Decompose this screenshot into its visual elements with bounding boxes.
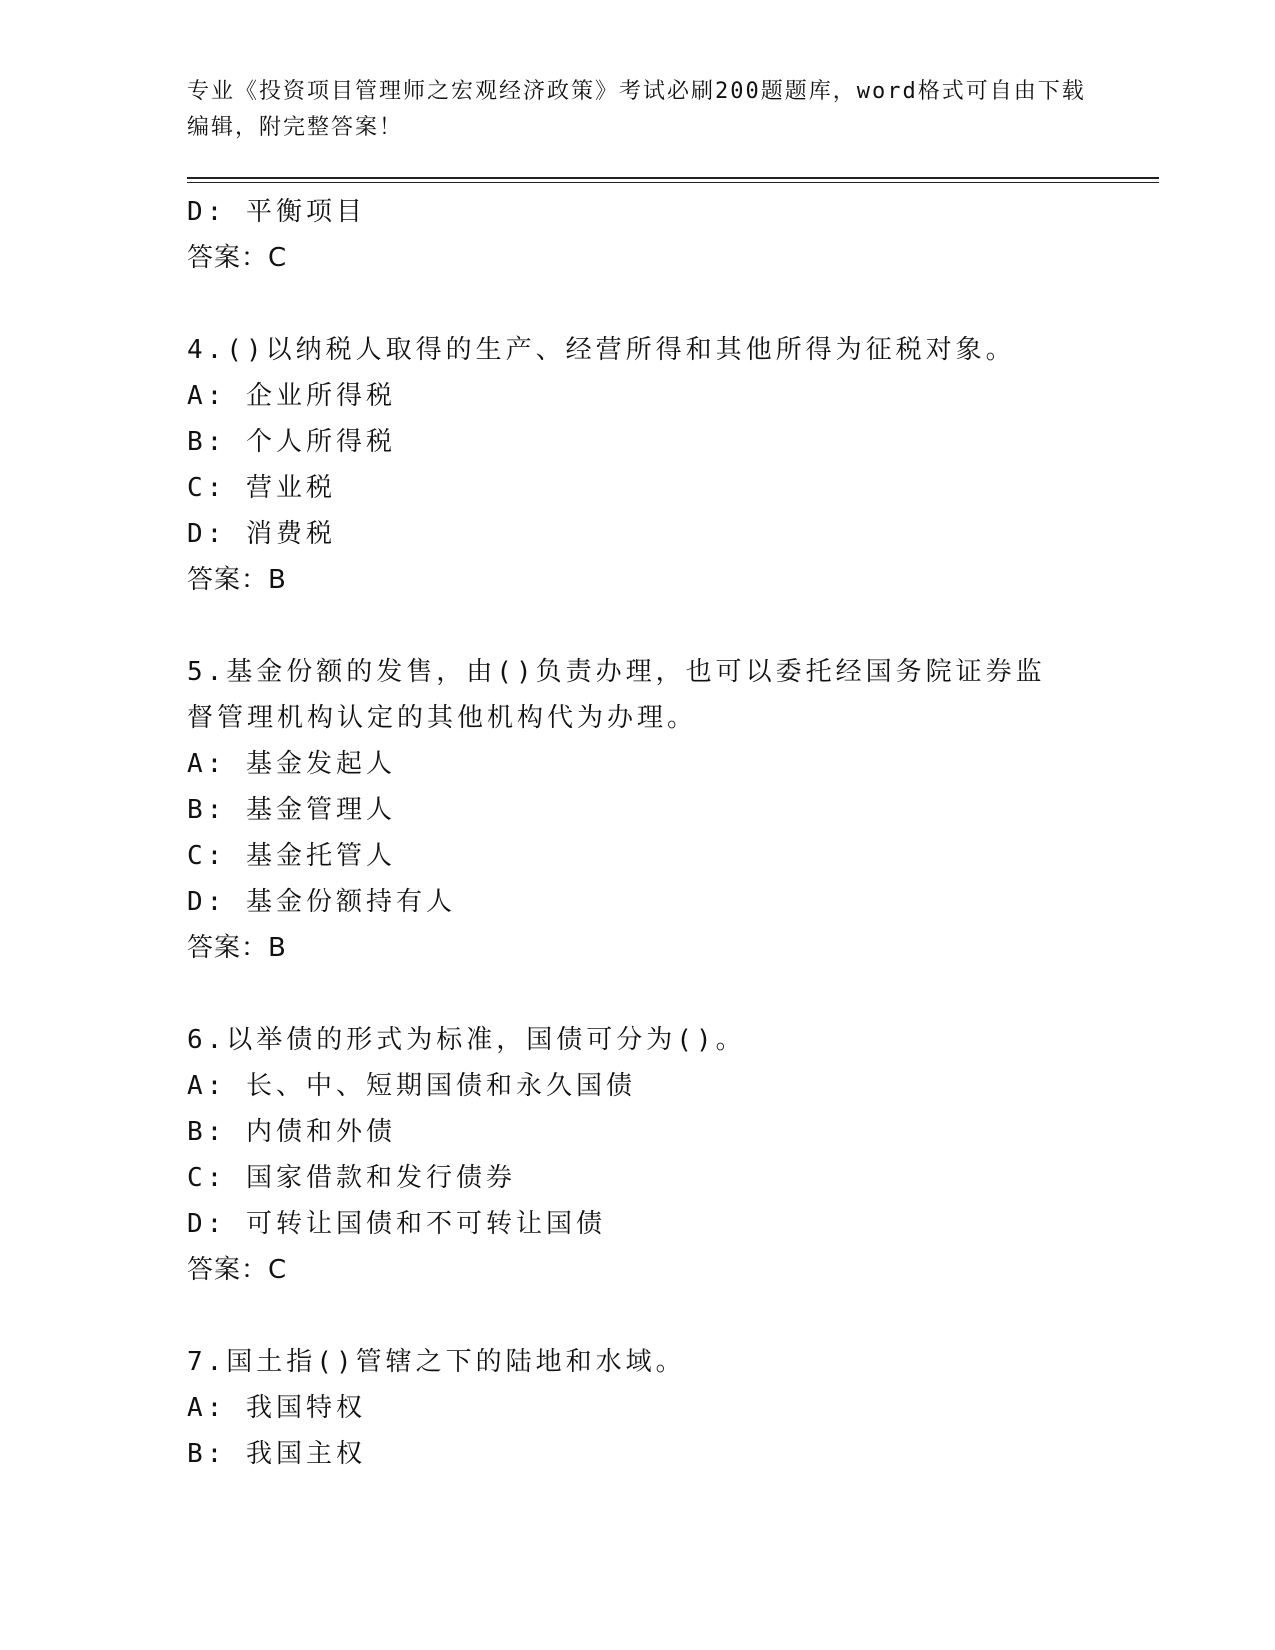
question-6-option-d: D: 可转让国债和不可转让国债 (187, 1209, 606, 1239)
question-6-text: 6.以举债的形式为标准，国债可分为()。 (187, 1025, 746, 1055)
question-5-option-b: B: 基金管理人 (187, 795, 396, 825)
question-6-option-a: A: 长、中、短期国债和永久国债 (187, 1071, 636, 1101)
document-header: 专业《投资项目管理师之宏观经济政策》考试必刷200题题库，word格式可自由下载编辑，附完整答案！ (187, 79, 1086, 140)
question-5-answer: 答案：B (187, 933, 287, 963)
spacer (187, 971, 1087, 1017)
question-5-option-d: D: 基金份额持有人 (187, 887, 456, 917)
answer: 答案：C (187, 243, 288, 273)
option-d: D: 平衡项目 (187, 197, 366, 227)
question-4-option-c: C: 营业税 (187, 473, 336, 503)
question-4-option-b: B: 个人所得税 (187, 427, 396, 457)
question-4-text: 4.()以纳税人取得的生产、经营所得和其他所得为征税对象。 (187, 335, 1016, 365)
header-rule-thin (187, 182, 1159, 183)
question-5-text: 5.基金份额的发售，由()负责办理，也可以委托经国务院证券监督管理机构认定的其他机构代为办理。 (187, 657, 1046, 733)
question-6-option-c: C: 国家借款和发行债券 (187, 1163, 516, 1193)
question-5-option-c: C: 基金托管人 (187, 841, 396, 871)
question-6-option-b: B: 内债和外债 (187, 1117, 396, 1147)
spacer (187, 281, 1087, 327)
question-6-answer: 答案：C (187, 1255, 288, 1285)
question-4-option-d: D: 消费税 (187, 519, 336, 549)
question-7-text: 7.国土指()管辖之下的陆地和水域。 (187, 1347, 686, 1377)
document-body (187, 189, 1087, 1477)
question-7-option-a: A: 我国特权 (187, 1393, 366, 1423)
spacer (187, 603, 1087, 649)
question-7-option-b: B: 我国主权 (187, 1439, 366, 1469)
spacer (187, 1293, 1087, 1339)
question-4-answer: 答案：B (187, 565, 287, 595)
question-5-option-a: A: 基金发起人 (187, 749, 396, 779)
question-4-option-a: A: 企业所得税 (187, 381, 396, 411)
header-rule (187, 177, 1159, 179)
